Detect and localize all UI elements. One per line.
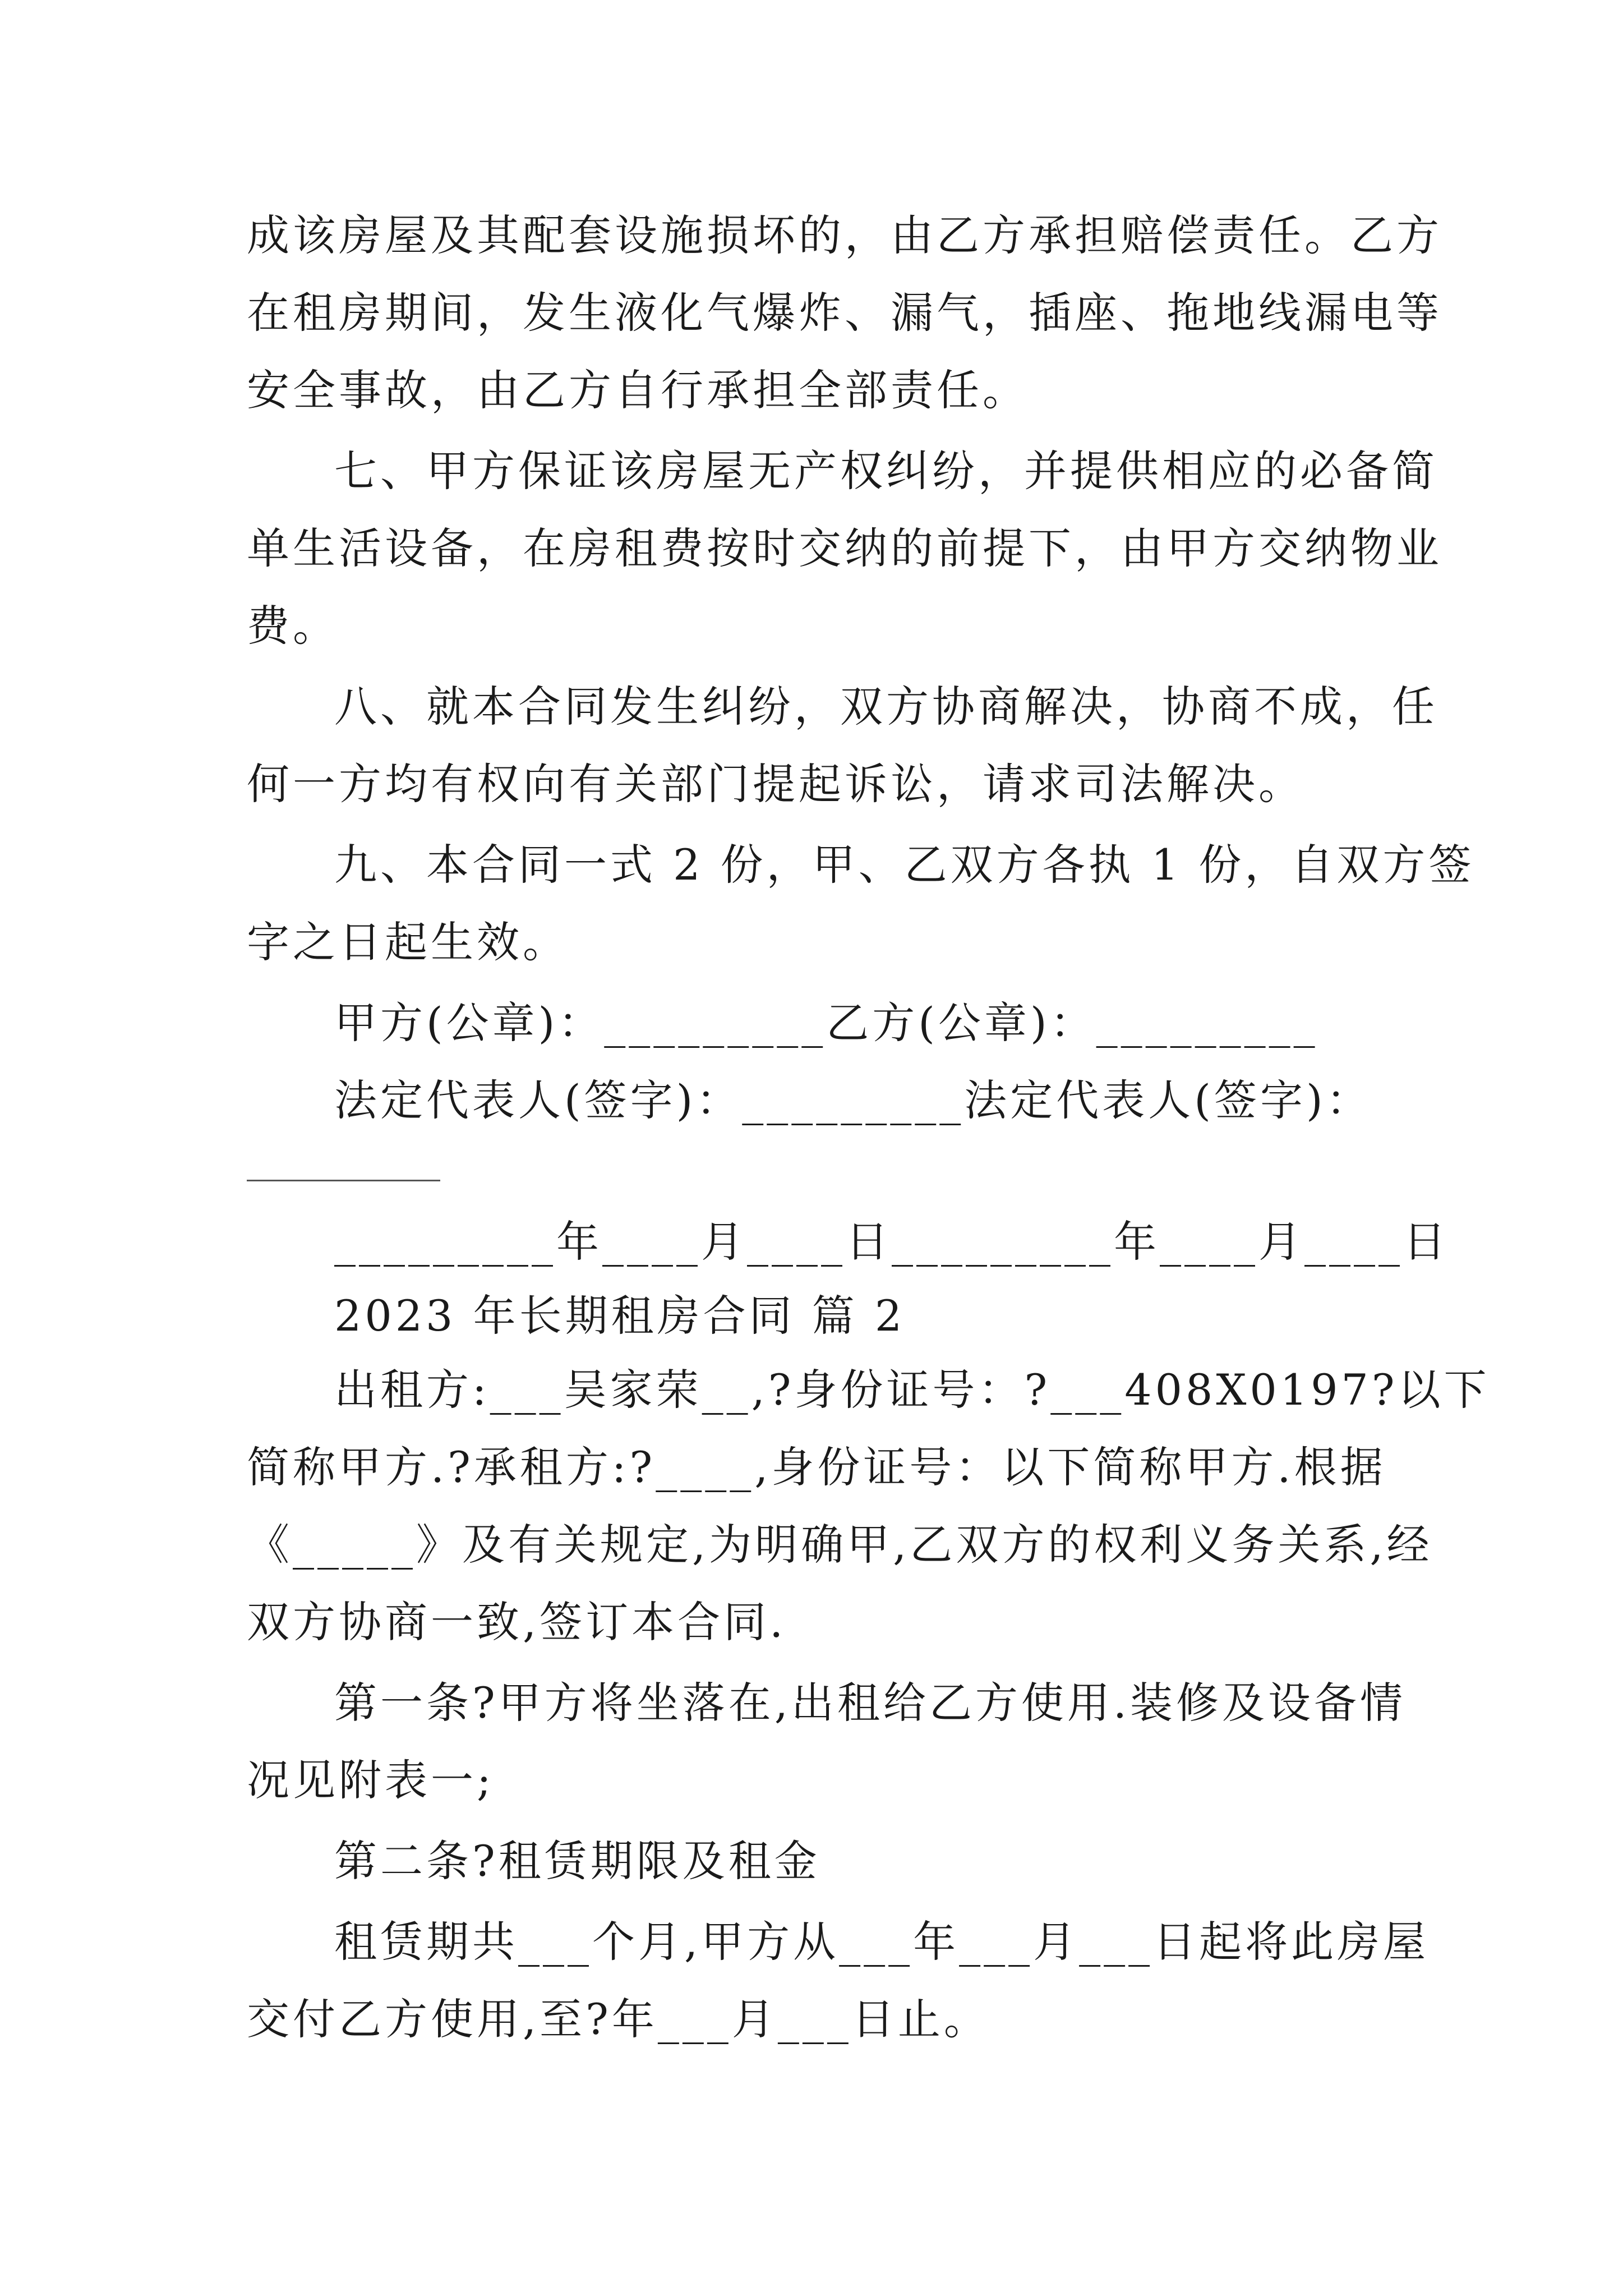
party-seal-line: 甲方(公章)：_________乙方(公章)：_________	[334, 998, 1318, 1048]
paragraph-line: 双方协商一致,签订本合同.	[247, 1597, 787, 1647]
clause-8: 八、就本合同发生纠纷，双方协商解决，协商不成，任	[334, 682, 1438, 731]
clause-7: 七、甲方保证该房屋无产权纠纷，并提供相应的必备简	[334, 446, 1438, 496]
section-heading: 2023 年长期租房合同 篇 2	[334, 1291, 906, 1341]
paragraph-line: 成该房屋及其配套设施损坏的，由乙方承担赔偿责任。乙方	[247, 210, 1442, 260]
paragraph-line: 字之日起生效。	[247, 917, 569, 967]
signature-blank-rule	[247, 1180, 440, 1181]
paragraph-line: 交付乙方使用,至?年___月___日止。	[247, 1994, 990, 2044]
paragraph-line: 《_____》及有关规定,为明确甲,乙双方的权利义务关系,经	[247, 1520, 1433, 1570]
lessor-line: 出租方:___吴家荣__,?身份证号：?___408X0197?以下	[334, 1365, 1490, 1415]
clause-9: 九、本合同一式 2 份，甲、乙双方各执 1 份，自双方签	[334, 840, 1475, 890]
paragraph-line: 何一方均有权向有关部门提起诉讼，请求司法解决。	[247, 759, 1304, 809]
representative-signature-line: 法定代表人(签字)：_________法定代表人(签字)：	[334, 1075, 1372, 1125]
date-line: _________年____月____日_________年____月____日	[334, 1217, 1449, 1267]
paragraph-line: 况见附表一;	[247, 1755, 495, 1805]
lease-term-line: 租赁期共___个月,甲方从___年___月___日起将此房屋	[334, 1917, 1430, 1967]
article-2-heading: 第二条?租赁期限及租金	[334, 1836, 820, 1886]
paragraph-line: 安全事故，由乙方自行承担全部责任。	[247, 365, 1029, 415]
paragraph-line: 在租房期间，发生液化气爆炸、漏气，插座、拖地线漏电等	[247, 288, 1442, 338]
article-1: 第一条?甲方将坐落在,出租给乙方使用.装修及设备情	[334, 1678, 1407, 1728]
paragraph-line: 单生活设备，在房租费按时交纳的前提下，由甲方交纳物业	[247, 523, 1442, 573]
paragraph-line: 简称甲方.?承租方:?____,身份证号：以下简称甲方.根据	[247, 1442, 1386, 1492]
paragraph-line: 费。	[247, 601, 339, 651]
